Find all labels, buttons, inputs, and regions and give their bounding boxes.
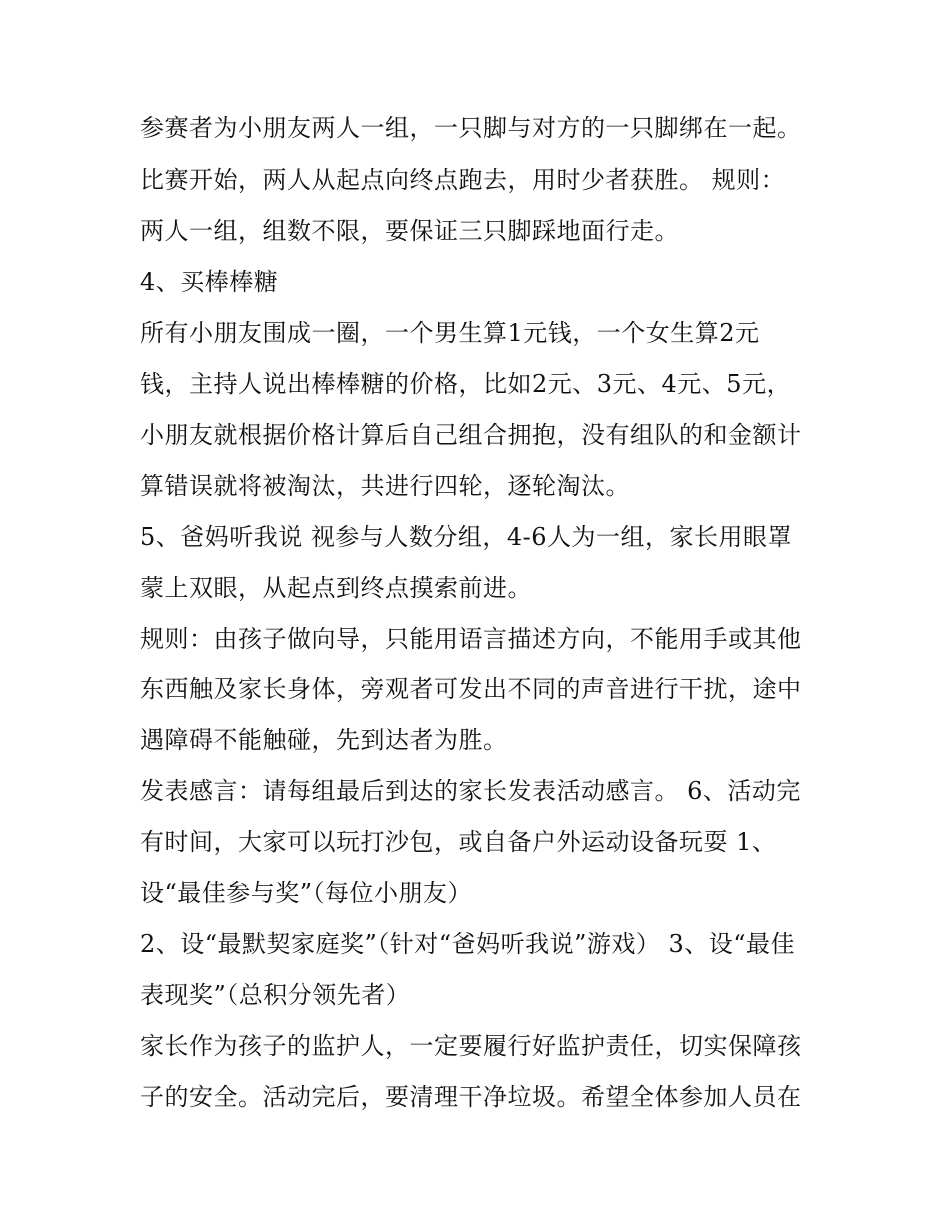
text-line: 家长作为孩子的监护人，一定要履行好监护责任，切实保障孩 xyxy=(140,1032,802,1060)
text-line: 钱，主持人说出棒棒糖的价格，比如2元、3元、4元、5元， xyxy=(140,370,792,398)
text-line: 所有小朋友围成一圈，一个男生算1元钱，一个女生算2元 xyxy=(140,319,760,347)
text-line: 2、设“最默契家庭奖”（针对“爸妈听我说”游戏） 3、设“最佳 xyxy=(140,930,796,958)
text-line: 算错误就将被淘汰，共进行四轮，逐轮淘汰。 xyxy=(140,472,630,500)
text-line: 比赛开始，两人从起点向终点跑去，用时少者获胜。 规则： xyxy=(140,166,786,194)
text-line: 东西触及家长身体，旁观者可发出不同的声音进行干扰，途中 xyxy=(140,675,802,703)
text-line: 规则：由孩子做向导，只能用语言描述方向，不能用手或其他 xyxy=(140,625,802,653)
text-line: 发表感言：请每组最后到达的家长发表活动感言。 6、活动完 xyxy=(140,777,801,805)
text-line: 两人一组，组数不限，要保证三只脚踩地面行走。 xyxy=(140,217,679,245)
text-line: 子的安全。活动完后，要清理干净垃圾。希望全体参加人员在 xyxy=(140,1083,802,1111)
text-line: 5、爸妈听我说 视参与人数分组，4-6人为一组，家长用眼罩 xyxy=(140,523,793,551)
text-line: 参赛者为小朋友两人一组，一只脚与对方的一只脚绑在一起。 xyxy=(140,114,802,142)
section-heading: 4、买棒棒糖 xyxy=(140,268,279,296)
text-line: 蒙上双眼，从起点到终点摸索前进。 xyxy=(140,574,532,602)
text-line: 表现奖”（总积分领先者） xyxy=(140,981,411,1009)
text-line: 设“最佳参与奖”（每位小朋友） xyxy=(140,879,473,907)
text-line: 有时间，大家可以玩打沙包，或自备户外运动设备玩耍 1、 xyxy=(140,828,777,856)
text-line: 小朋友就根据价格计算后自己组合拥抱，没有组队的和金额计 xyxy=(140,421,802,449)
text-line: 遇障碍不能触碰，先到达者为胜。 xyxy=(140,726,508,754)
